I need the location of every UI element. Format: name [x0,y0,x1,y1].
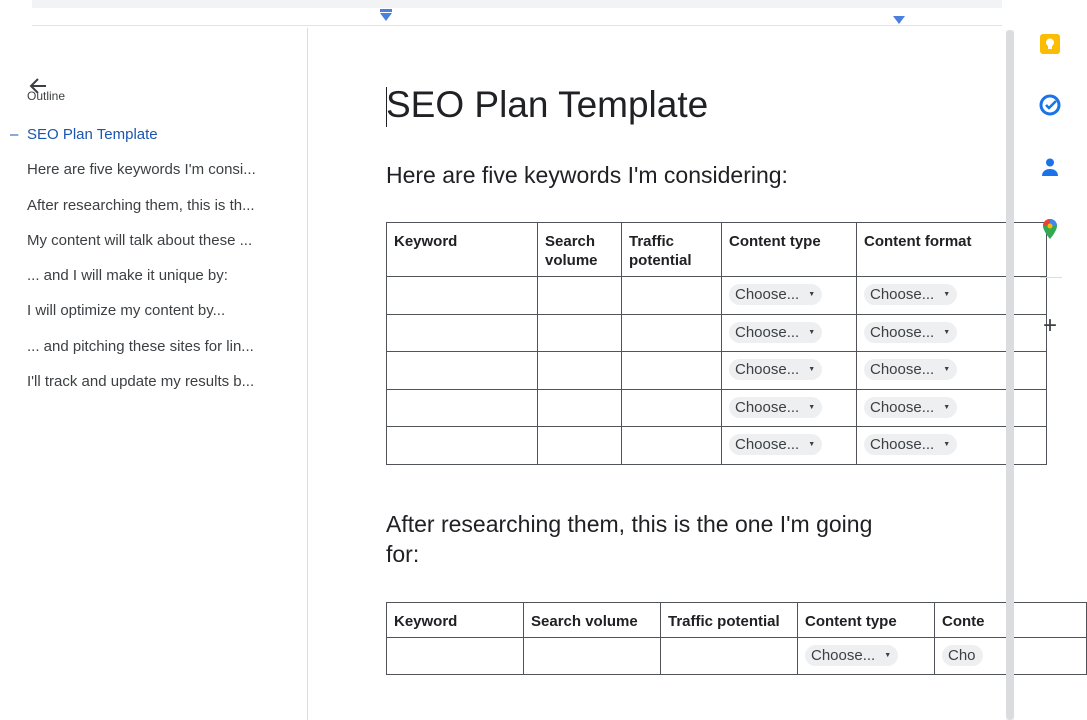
table-row [387,427,1047,465]
content-format-dropdown[interactable] [864,359,957,380]
keywords-table[interactable] [386,222,1047,465]
content-type-cell[interactable] [722,314,857,352]
content-type-cell[interactable] [722,389,857,427]
keyword-cell[interactable] [387,389,538,427]
content-format-dropdown[interactable] [864,434,957,455]
dropdown-arrow-icon: ▼ [808,403,816,411]
outline-item-keywords[interactable]: Here are five keywords I'm consi... [27,161,256,179]
side-panel-divider [1040,277,1062,278]
header-content-type[interactable]: Content type [798,603,935,638]
keyword-cell[interactable] [387,352,538,390]
header-keyword[interactable]: Keyword [387,223,538,277]
search-volume-cell[interactable] [538,277,622,315]
content-type-dropdown[interactable] [729,397,822,418]
outline-item-pitching[interactable]: ... and pitching these sites for lin... [27,337,254,355]
search-volume-cell[interactable] [538,314,622,352]
heading-chosen-keyword[interactable]: After researching them, this is the one I'm going for: [386,511,873,567]
dropdown-label: Choose... [870,323,935,341]
traffic-potential-cell[interactable] [622,277,722,315]
content-format-cell[interactable] [857,352,1047,390]
dropdown-label: Choose... [870,398,935,416]
tasks-icon[interactable] [1039,94,1061,116]
content-type-dropdown[interactable] [729,434,822,455]
table-header-row [387,603,1087,638]
keyword-cell[interactable] [387,314,538,352]
outline-list [0,126,300,408]
content-type-dropdown[interactable] [729,359,822,380]
maps-icon[interactable] [1039,218,1061,240]
dropdown-label: Choose... [735,436,800,453]
outline-item-optimize[interactable]: I will optimize my content by... [27,302,226,320]
vertical-scrollbar-thumb[interactable] [1006,30,1014,720]
dropdown-label: Choose... [735,398,800,416]
outline-item-unique[interactable]: ... and I will make it unique by: [27,267,228,285]
chosen-keyword-table[interactable] [386,602,1087,675]
dropdown-label: Cho [948,647,976,664]
dropdown-arrow-icon: ▼ [808,328,816,336]
content-format-dropdown[interactable] [864,284,957,305]
dropdown-arrow-icon: ▼ [943,441,951,448]
traffic-potential-cell[interactable] [622,314,722,352]
ruler-shade [32,0,1002,8]
content-type-cell[interactable] [722,277,857,315]
header-search-volume[interactable]: Search volume [538,223,622,277]
content-type-cell[interactable] [798,638,935,675]
keyword-cell[interactable] [387,427,538,465]
search-volume-cell[interactable] [524,638,661,675]
dropdown-arrow-icon: ▼ [808,366,816,373]
chosen-keyword-table-container [386,602,985,675]
traffic-potential-cell[interactable] [622,352,722,390]
traffic-potential-cell[interactable] [622,427,722,465]
keyword-cell[interactable] [387,277,538,315]
dropdown-arrow-icon: ▼ [943,291,951,298]
content-format-cell[interactable] [857,277,1047,315]
document-title[interactable]: SEO Plan Template [386,84,709,125]
add-icon[interactable]: + [1042,312,1057,339]
right-indent-marker[interactable] [893,16,905,24]
content-format-cell[interactable] [857,389,1047,427]
dropdown-label: Choose... [870,436,935,453]
header-keyword[interactable]: Keyword [387,603,524,638]
dropdown-label: Choose... [735,361,800,378]
content-type-cell[interactable] [722,427,857,465]
outline-item-researching[interactable]: After researching them, this is th... [27,196,255,214]
header-content-type[interactable]: Content type [722,223,857,277]
dropdown-label: Choose... [735,323,800,341]
dropdown-arrow-icon: ▼ [884,652,892,659]
search-volume-cell[interactable] [538,427,622,465]
outline-heading: Outline [27,89,66,103]
content-format-dropdown[interactable] [864,322,957,343]
header-content-format[interactable]: Conte [935,603,1087,638]
traffic-potential-cell[interactable] [661,638,798,675]
search-volume-cell[interactable] [538,352,622,390]
dropdown-label: Choose... [811,647,876,664]
content-format-cell[interactable] [857,427,1047,465]
table-row [387,638,1087,675]
heading-keywords[interactable]: Here are five keywords I'm considering: [386,162,788,188]
side-panel [1020,0,1080,720]
content-format-cell[interactable] [857,314,1047,352]
content-type-dropdown[interactable] [729,322,822,343]
header-traffic-potential[interactable]: Traffic potential [661,603,798,638]
table-header-row [387,223,1047,277]
left-indent-marker[interactable] [380,13,392,21]
outline-item-content-talk[interactable]: My content will talk about these ... [27,231,253,249]
contacts-icon[interactable] [1039,156,1061,178]
traffic-potential-cell[interactable] [622,389,722,427]
header-search-volume[interactable]: Search volume [524,603,661,638]
dropdown-arrow-icon: ▼ [808,291,816,298]
outline-item-seo-plan-template[interactable]: – SEO Plan Template [0,126,300,161]
table-row [387,352,1047,390]
outline-item-track[interactable]: I'll track and update my results b... [27,373,255,391]
dropdown-arrow-icon: ▼ [943,366,951,373]
dropdown-arrow-icon: ▼ [808,441,816,448]
dropdown-arrow-icon: ▼ [943,403,951,411]
header-traffic-potential[interactable]: Traffic potential [622,223,722,277]
dropdown-label: Choose... [870,361,935,378]
keywords-table-container [386,222,978,465]
content-type-cell[interactable] [722,352,857,390]
table-row [387,389,1047,427]
dropdown-arrow-icon: ▼ [943,328,951,336]
table-row [387,277,1047,315]
search-volume-cell[interactable] [538,389,622,427]
dropdown-label: Choose... [735,286,800,303]
content-format-dropdown[interactable] [864,397,957,418]
content-type-dropdown[interactable] [729,284,822,305]
keep-icon[interactable] [1039,33,1061,55]
table-row [387,314,1047,352]
keyword-cell[interactable] [387,638,524,675]
content-format-dropdown[interactable] [942,645,983,666]
dropdown-label: Choose... [870,286,935,303]
content-type-dropdown[interactable] [805,645,898,666]
horizontal-ruler[interactable] [32,0,1002,26]
header-content-format[interactable]: Content format [857,223,1047,277]
